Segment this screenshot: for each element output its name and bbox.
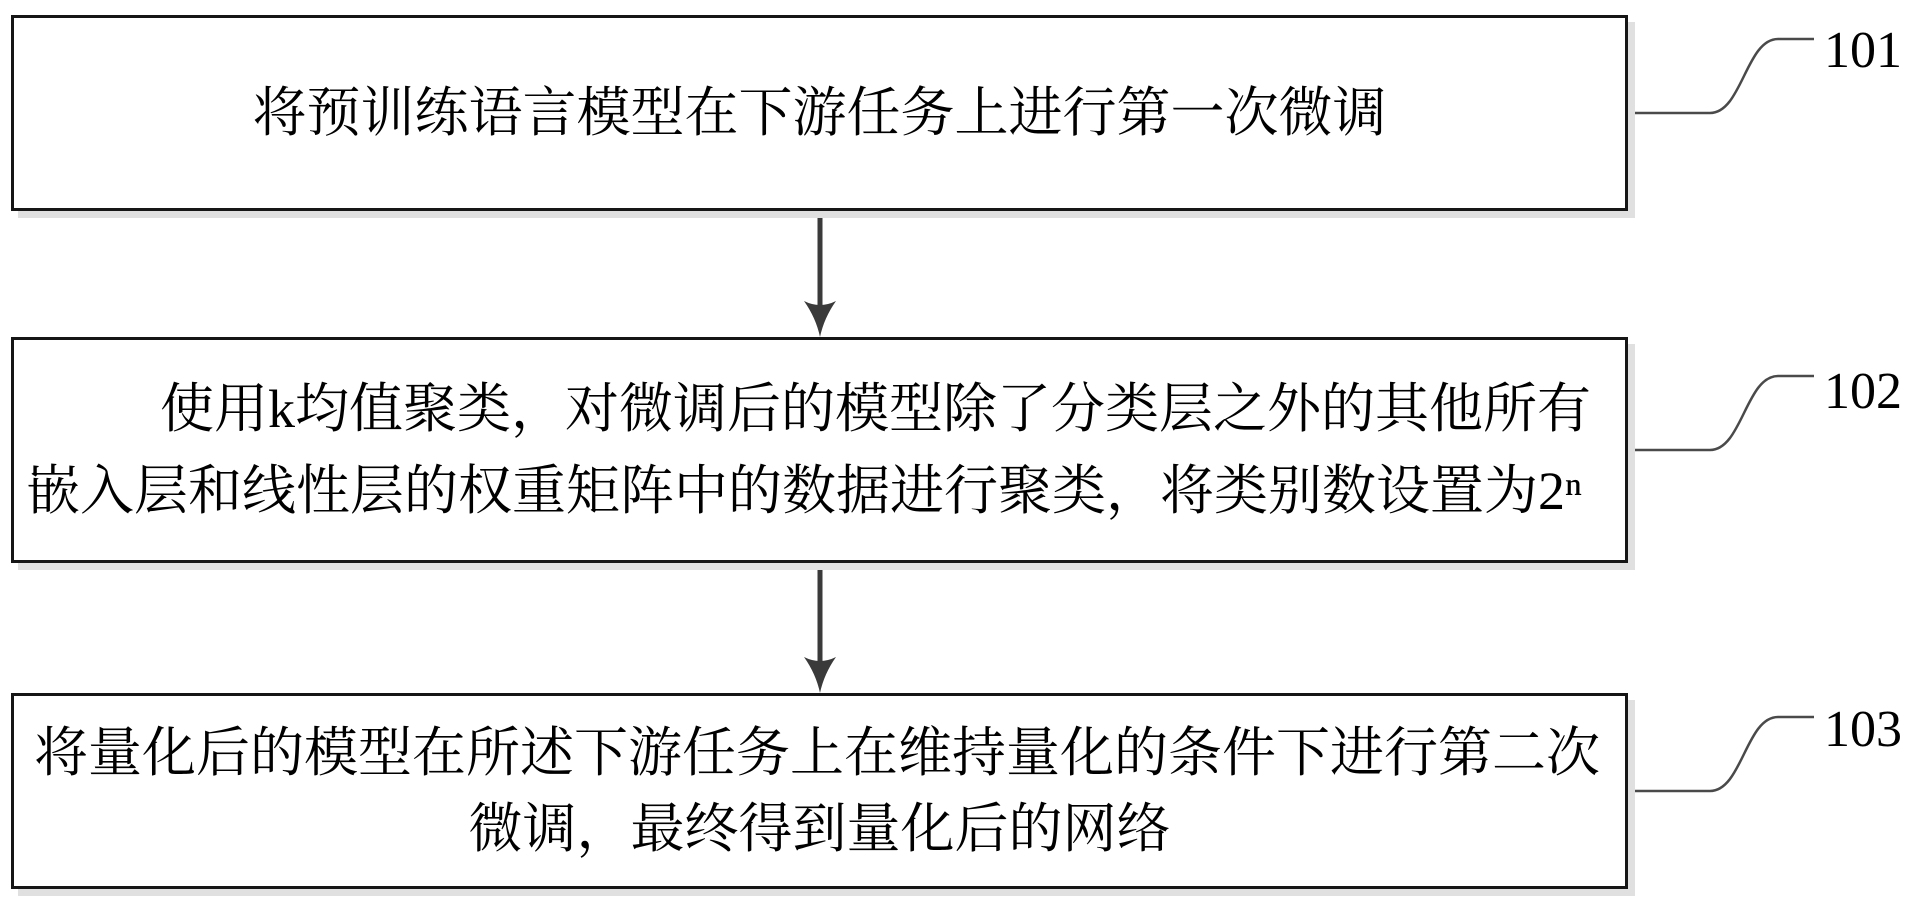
reference-numeral-103: 103 [1824, 701, 1902, 758]
reference-numeral-102: 102 [1824, 363, 1902, 420]
step-3-text-line-1: 将量化后的模型在所述下游任务上在维持量化的条件下进行第二次 [34, 723, 1600, 783]
arrow-step1-to-step2 [804, 212, 836, 337]
step-2-text-line-2: 嵌入层和线性层的权重矩阵中的数据进行聚类，将类别数设置为2ⁿ [26, 461, 1583, 521]
step-box-2 [11, 337, 1628, 563]
step-box-3 [11, 693, 1628, 889]
step-box-1 [11, 15, 1628, 211]
leader-line-102 [1629, 376, 1814, 450]
step-3-text-line-2: 微调，最终得到量化后的网络 [468, 799, 1171, 859]
leader-line-103 [1629, 717, 1814, 791]
reference-numeral-101: 101 [1824, 22, 1902, 79]
step-1-text-line-1: 将预训练语言模型在下游任务上进行第一次微调 [252, 83, 1387, 143]
step-2-text-line-1: 使用k均值聚类，对微调后的模型除了分类层之外的其他所有 [160, 379, 1591, 439]
leader-line-101 [1629, 39, 1814, 113]
arrow-step2-to-step3 [804, 564, 836, 693]
